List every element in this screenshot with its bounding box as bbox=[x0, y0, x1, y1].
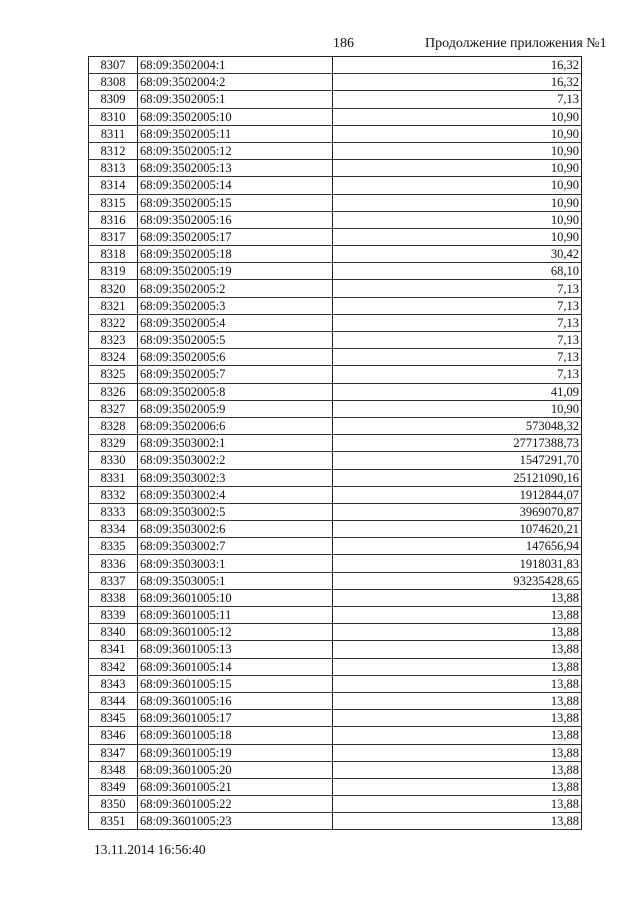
cadastral-value-cell: 10,90 bbox=[333, 211, 582, 228]
cadastral-number-cell: 68:09:3502005:3 bbox=[138, 297, 333, 314]
table-row bbox=[89, 796, 582, 813]
cadastral-value-cell: 147656,94 bbox=[333, 538, 582, 555]
row-number-cell: 8344 bbox=[89, 692, 138, 709]
cadastral-number-cell: 68:09:3503002:3 bbox=[138, 469, 333, 486]
cadastral-value-cell: 10,90 bbox=[333, 194, 582, 211]
table-row bbox=[89, 589, 582, 606]
cadastral-value-cell: 10,90 bbox=[333, 160, 582, 177]
table-row bbox=[89, 246, 582, 263]
cadastral-value-cell: 13,88 bbox=[333, 710, 582, 727]
row-number-cell: 8325 bbox=[89, 366, 138, 383]
cadastral-number-cell: 68:09:3502005:1 bbox=[138, 91, 333, 108]
cadastral-number-cell: 68:09:3502006:6 bbox=[138, 417, 333, 434]
row-number-cell: 8329 bbox=[89, 435, 138, 452]
cadastral-value-cell: 27717388,73 bbox=[333, 435, 582, 452]
cadastral-number-cell: 68:09:3601005:18 bbox=[138, 727, 333, 744]
table-row bbox=[89, 469, 582, 486]
cadastral-value-cell: 1918031,83 bbox=[333, 555, 582, 572]
table-row bbox=[89, 813, 582, 830]
table-row bbox=[89, 675, 582, 692]
cadastral-number-cell: 68:09:3502005:13 bbox=[138, 160, 333, 177]
row-number-cell: 8339 bbox=[89, 607, 138, 624]
cadastral-value-cell: 13,88 bbox=[333, 692, 582, 709]
cadastral-value-cell: 16,32 bbox=[333, 74, 582, 91]
cadastral-number-cell: 68:09:3502005:6 bbox=[138, 349, 333, 366]
row-number-cell: 8309 bbox=[89, 91, 138, 108]
row-number-cell: 8307 bbox=[89, 57, 138, 74]
row-number-cell: 8348 bbox=[89, 761, 138, 778]
cadastral-value-cell: 7,13 bbox=[333, 91, 582, 108]
cadastral-number-cell: 68:09:3601005:17 bbox=[138, 710, 333, 727]
cadastral-number-cell: 68:09:3601005:16 bbox=[138, 692, 333, 709]
cadastral-value-cell: 25121090,16 bbox=[333, 469, 582, 486]
row-number-cell: 8321 bbox=[89, 297, 138, 314]
cadastral-value-cell: 10,90 bbox=[333, 142, 582, 159]
table-row bbox=[89, 710, 582, 727]
row-number-cell: 8340 bbox=[89, 624, 138, 641]
cadastral-value-cell: 13,88 bbox=[333, 607, 582, 624]
table-row bbox=[89, 572, 582, 589]
cadastral-number-cell: 68:09:3502005:11 bbox=[138, 125, 333, 142]
row-number-cell: 8349 bbox=[89, 778, 138, 795]
table-row bbox=[89, 538, 582, 555]
cadastral-number-cell: 68:09:3503003:1 bbox=[138, 555, 333, 572]
cadastral-number-cell: 68:09:3503002:1 bbox=[138, 435, 333, 452]
cadastral-value-cell: 13,88 bbox=[333, 778, 582, 795]
cadastral-number-cell: 68:09:3502005:16 bbox=[138, 211, 333, 228]
cadastral-value-cell: 13,88 bbox=[333, 813, 582, 830]
cadastral-number-cell: 68:09:3503002:6 bbox=[138, 521, 333, 538]
cadastral-number-cell: 68:09:3502005:12 bbox=[138, 142, 333, 159]
table-row bbox=[89, 503, 582, 520]
cadastral-number-cell: 68:09:3502005:15 bbox=[138, 194, 333, 211]
table-row bbox=[89, 727, 582, 744]
row-number-cell: 8345 bbox=[89, 710, 138, 727]
table-row bbox=[89, 641, 582, 658]
cadastral-number-cell: 68:09:3601005:12 bbox=[138, 624, 333, 641]
row-number-cell: 8322 bbox=[89, 314, 138, 331]
cadastral-value-cell: 3969070,87 bbox=[333, 503, 582, 520]
row-number-cell: 8331 bbox=[89, 469, 138, 486]
cadastral-value-cell: 7,13 bbox=[333, 297, 582, 314]
cadastral-value-cell: 10,90 bbox=[333, 125, 582, 142]
table-row bbox=[89, 177, 582, 194]
table-row bbox=[89, 624, 582, 641]
table-row bbox=[89, 435, 582, 452]
cadastral-value-cell: 13,88 bbox=[333, 727, 582, 744]
table-row bbox=[89, 744, 582, 761]
cadastral-number-cell: 68:09:3601005:11 bbox=[138, 607, 333, 624]
row-number-cell: 8337 bbox=[89, 572, 138, 589]
table-row bbox=[89, 280, 582, 297]
table-row bbox=[89, 57, 582, 74]
cadastral-number-cell: 68:09:3601005:22 bbox=[138, 796, 333, 813]
table-row bbox=[89, 74, 582, 91]
table-row bbox=[89, 400, 582, 417]
cadastral-number-cell: 68:09:3502004:2 bbox=[138, 74, 333, 91]
row-number-cell: 8311 bbox=[89, 125, 138, 142]
table-body bbox=[89, 57, 582, 830]
cadastral-number-cell: 68:09:3601005:20 bbox=[138, 761, 333, 778]
cadastral-value-cell: 10,90 bbox=[333, 108, 582, 125]
cadastral-value-cell: 1912844,07 bbox=[333, 486, 582, 503]
row-number-cell: 8341 bbox=[89, 641, 138, 658]
table-row bbox=[89, 125, 582, 142]
cadastral-value-cell: 93235428,65 bbox=[333, 572, 582, 589]
cadastral-number-cell: 68:09:3502004:1 bbox=[138, 57, 333, 74]
table-row bbox=[89, 108, 582, 125]
cadastral-number-cell: 68:09:3502005:4 bbox=[138, 314, 333, 331]
cadastral-value-cell: 573048,32 bbox=[333, 417, 582, 434]
table-row bbox=[89, 297, 582, 314]
row-number-cell: 8310 bbox=[89, 108, 138, 125]
row-number-cell: 8318 bbox=[89, 246, 138, 263]
print-timestamp: 13.11.2014 16:56:40 bbox=[94, 842, 206, 857]
row-number-cell: 8320 bbox=[89, 280, 138, 297]
table-row bbox=[89, 314, 582, 331]
cadastral-value-cell: 41,09 bbox=[333, 383, 582, 400]
cadastral-number-cell: 68:09:3503002:5 bbox=[138, 503, 333, 520]
table-row bbox=[89, 349, 582, 366]
cadastral-value-cell: 1547291,70 bbox=[333, 452, 582, 469]
cadastral-number-cell: 68:09:3601005:15 bbox=[138, 675, 333, 692]
cadastral-number-cell: 68:09:3502005:7 bbox=[138, 366, 333, 383]
cadastral-number-cell: 68:09:3502005:17 bbox=[138, 228, 333, 245]
cadastral-value-cell: 7,13 bbox=[333, 280, 582, 297]
cadastral-value-cell: 1074620,21 bbox=[333, 521, 582, 538]
cadastral-value-cell: 7,13 bbox=[333, 349, 582, 366]
cadastral-number-cell: 68:09:3503005:1 bbox=[138, 572, 333, 589]
cadastral-number-cell: 68:09:3601005:21 bbox=[138, 778, 333, 795]
cadastral-number-cell: 68:09:3502005:5 bbox=[138, 332, 333, 349]
table-row bbox=[89, 778, 582, 795]
cadastral-number-cell: 68:09:3502005:9 bbox=[138, 400, 333, 417]
row-number-cell: 8338 bbox=[89, 589, 138, 606]
table-row bbox=[89, 521, 582, 538]
cadastral-number-cell: 68:09:3601005:14 bbox=[138, 658, 333, 675]
table-row bbox=[89, 761, 582, 778]
cadastral-value-cell: 13,88 bbox=[333, 744, 582, 761]
row-number-cell: 8323 bbox=[89, 332, 138, 349]
table-row bbox=[89, 658, 582, 675]
table-row bbox=[89, 211, 582, 228]
row-number-cell: 8334 bbox=[89, 521, 138, 538]
cadastral-value-cell: 13,88 bbox=[333, 589, 582, 606]
cadastral-value-cell: 13,88 bbox=[333, 658, 582, 675]
row-number-cell: 8319 bbox=[89, 263, 138, 280]
table-row bbox=[89, 417, 582, 434]
row-number-cell: 8326 bbox=[89, 383, 138, 400]
row-number-cell: 8342 bbox=[89, 658, 138, 675]
row-number-cell: 8313 bbox=[89, 160, 138, 177]
row-number-cell: 8315 bbox=[89, 194, 138, 211]
table-row bbox=[89, 486, 582, 503]
cadastral-number-cell: 68:09:3601005:23 bbox=[138, 813, 333, 830]
row-number-cell: 8327 bbox=[89, 400, 138, 417]
table-row bbox=[89, 607, 582, 624]
table-row bbox=[89, 263, 582, 280]
table-row bbox=[89, 91, 582, 108]
row-number-cell: 8312 bbox=[89, 142, 138, 159]
row-number-cell: 8328 bbox=[89, 417, 138, 434]
cadastral-value-cell: 13,88 bbox=[333, 675, 582, 692]
cadastral-number-cell: 68:09:3503002:7 bbox=[138, 538, 333, 555]
cadastral-value-cell: 7,13 bbox=[333, 366, 582, 383]
cadastral-value-cell: 68,10 bbox=[333, 263, 582, 280]
cadastral-number-cell: 68:09:3502005:8 bbox=[138, 383, 333, 400]
table-row bbox=[89, 142, 582, 159]
cadastral-number-cell: 68:09:3502005:14 bbox=[138, 177, 333, 194]
cadastral-value-cell: 13,88 bbox=[333, 796, 582, 813]
row-number-cell: 8317 bbox=[89, 228, 138, 245]
cadastral-value-cell: 13,88 bbox=[333, 624, 582, 641]
table-row bbox=[89, 452, 582, 469]
table-row bbox=[89, 228, 582, 245]
cadastral-value-cell: 13,88 bbox=[333, 641, 582, 658]
row-number-cell: 8351 bbox=[89, 813, 138, 830]
table-row bbox=[89, 555, 582, 572]
cadastral-value-cell: 7,13 bbox=[333, 332, 582, 349]
row-number-cell: 8347 bbox=[89, 744, 138, 761]
row-number-cell: 8350 bbox=[89, 796, 138, 813]
row-number-cell: 8343 bbox=[89, 675, 138, 692]
cadastral-number-cell: 68:09:3503002:2 bbox=[138, 452, 333, 469]
table-row bbox=[89, 366, 582, 383]
cadastral-number-cell: 68:09:3502005:2 bbox=[138, 280, 333, 297]
cadastral-number-cell: 68:09:3601005:10 bbox=[138, 589, 333, 606]
cadastral-value-cell: 30,42 bbox=[333, 246, 582, 263]
table-row bbox=[89, 383, 582, 400]
cadastral-number-cell: 68:09:3502005:18 bbox=[138, 246, 333, 263]
row-number-cell: 8333 bbox=[89, 503, 138, 520]
page-number: 186 bbox=[333, 36, 354, 51]
row-number-cell: 8330 bbox=[89, 452, 138, 469]
appendix-title: Продолжение приложения №1 bbox=[425, 36, 607, 51]
row-number-cell: 8335 bbox=[89, 538, 138, 555]
cadastral-value-table bbox=[88, 56, 582, 830]
row-number-cell: 8336 bbox=[89, 555, 138, 572]
row-number-cell: 8346 bbox=[89, 727, 138, 744]
table-row bbox=[89, 194, 582, 211]
cadastral-number-cell: 68:09:3502005:10 bbox=[138, 108, 333, 125]
row-number-cell: 8324 bbox=[89, 349, 138, 366]
table-row bbox=[89, 332, 582, 349]
row-number-cell: 8314 bbox=[89, 177, 138, 194]
cadastral-number-cell: 68:09:3502005:19 bbox=[138, 263, 333, 280]
cadastral-value-cell: 10,90 bbox=[333, 228, 582, 245]
cadastral-number-cell: 68:09:3601005:13 bbox=[138, 641, 333, 658]
cadastral-number-cell: 68:09:3601005:19 bbox=[138, 744, 333, 761]
cadastral-value-cell: 13,88 bbox=[333, 761, 582, 778]
cadastral-value-cell: 16,32 bbox=[333, 57, 582, 74]
cadastral-value-cell: 10,90 bbox=[333, 177, 582, 194]
table-row bbox=[89, 160, 582, 177]
row-number-cell: 8316 bbox=[89, 211, 138, 228]
table-row bbox=[89, 692, 582, 709]
row-number-cell: 8308 bbox=[89, 74, 138, 91]
cadastral-value-cell: 7,13 bbox=[333, 314, 582, 331]
cadastral-number-cell: 68:09:3503002:4 bbox=[138, 486, 333, 503]
row-number-cell: 8332 bbox=[89, 486, 138, 503]
cadastral-value-cell: 10,90 bbox=[333, 400, 582, 417]
